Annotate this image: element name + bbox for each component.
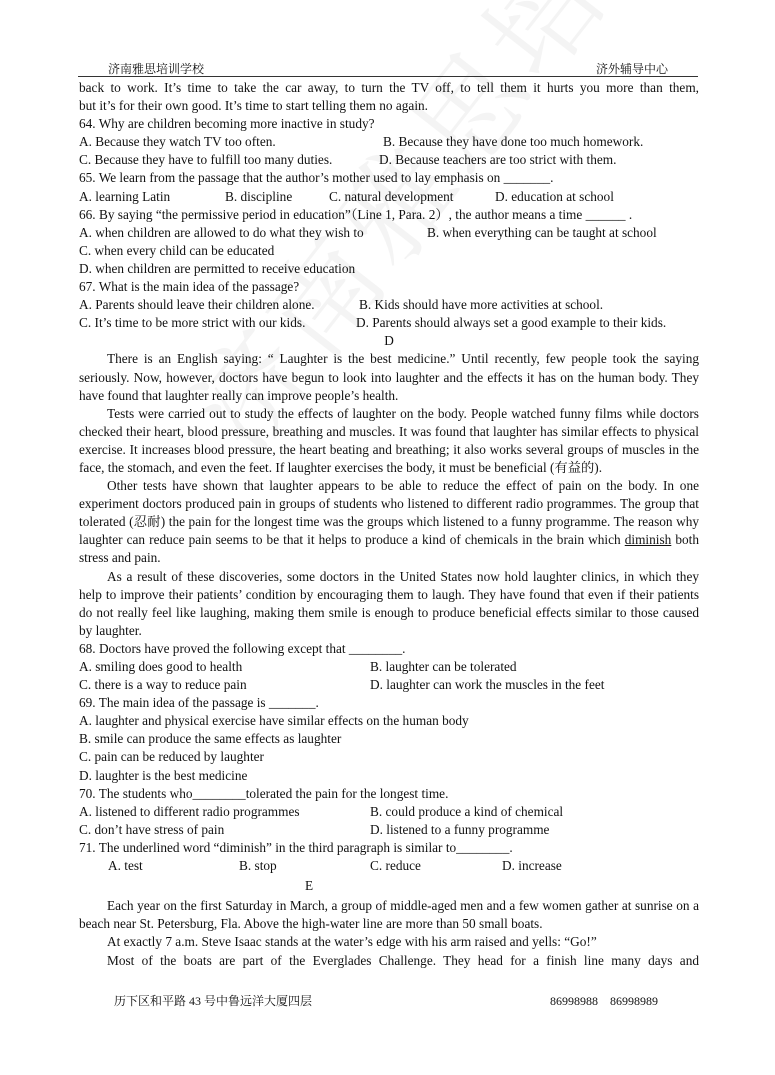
option-c: C. don’t have stress of pain xyxy=(79,821,225,837)
question-70-options-cd xyxy=(79,821,699,839)
header-center-name: 济外辅导中心 xyxy=(595,62,668,76)
question-69-option-d: D. laughter is the best medicine xyxy=(79,767,248,783)
page-content xyxy=(79,79,699,970)
option-b: B. Kids should have more activities at school. xyxy=(359,297,604,313)
header-divider xyxy=(78,76,698,77)
option-a: A. test xyxy=(108,858,143,874)
section-d-label: D xyxy=(384,333,394,349)
option-c: C. there is a way to reduce pain xyxy=(79,677,247,693)
question-66-option-c: C. when every child can be educated xyxy=(79,242,275,258)
section-e-label: E xyxy=(305,878,314,894)
question-69: 69. The main idea of the passage is _______. xyxy=(79,695,319,711)
section-d-paragraph-4: As a result of these discoveries, some doctors in the United States now hold laughter clinics, in which they help to improve their patients’ condition by encouraging them to laugh. They have found that even if their patients do not really feel like laughing, making them smile is enough to produce beneficial effects similar to those caused by laughter. xyxy=(79,568,699,638)
option-d: D. Parents should always set a good example to their kids. xyxy=(356,315,667,331)
question-67-options-ab xyxy=(79,296,699,314)
question-70: 70. The students who________tolerated the pain for the longest time. xyxy=(79,785,449,801)
option-c: C. It’s time to be more strict with our kids. xyxy=(79,315,306,331)
option-a: A. when children are allowed to do what they wish to xyxy=(79,224,364,240)
question-66: 66. By saying “the permissive period in education”（Line 1, Para. 2）, the author means a time ______ . xyxy=(79,206,633,222)
page-header xyxy=(78,58,698,76)
footer-phone-numbers: 86998988 86998989 xyxy=(549,994,658,1008)
question-65: 65. We learn from the passage that the author’s mother used to lay emphasis on _______. xyxy=(79,170,554,186)
footer-address: 历下区和平路 43 号中鲁远洋大厦四层 xyxy=(114,994,313,1008)
paragraph-3-text-after: both stress and pain. xyxy=(79,532,699,566)
option-b: B. laughter can be tolerated xyxy=(370,659,517,674)
section-e-paragraph-2: At exactly 7 a.m. Steve Isaac stands at the water’s edge with his arm raised and yells: “Go!” xyxy=(107,934,597,950)
header-school-name: 济南雅思培训学校 xyxy=(108,62,205,76)
option-b: B. when everything can be taught at school xyxy=(427,224,657,240)
option-d: D. laughter can work the muscles in the feet xyxy=(370,677,605,693)
question-68-options-ab xyxy=(79,658,699,676)
option-a: A. listened to different radio programmes xyxy=(79,803,300,819)
section-d-paragraph-3 xyxy=(79,477,699,567)
question-66-options-ab xyxy=(79,224,699,242)
question-68-options-cd xyxy=(79,676,699,694)
continuation-line-2: but it’s for their own good. It’s time to start telling them no again. xyxy=(79,98,428,114)
option-b: B. discipline xyxy=(225,188,293,204)
question-64: 64. Why are children becoming more inactive in study? xyxy=(79,116,375,132)
option-d: D. listened to a funny programme xyxy=(370,821,550,837)
option-d: D. Because teachers are too strict with them. xyxy=(379,152,617,168)
question-68: 68. Doctors have proved the following except that ________. xyxy=(79,640,406,656)
question-65-options xyxy=(79,188,699,206)
question-69-option-a: A. laughter and physical exercise have similar effects on the human body xyxy=(79,713,469,729)
paragraph-3-text-before: Other tests have shown that laughter appears to be able to reduce the effect of pain on the body. In one experiment doctors produced pain in groups of students who listened to different radio programmes. The group that tolerated (忍耐) the pain for the longest time was the groups which listened to a funny programme. The reason why laughter can reduce pain seems to be that it helps to produce a kind of chemicals in the brain which xyxy=(79,478,699,548)
question-71: 71. The underlined word “diminish” in the third paragraph is similar to________. xyxy=(79,839,513,855)
option-b: B. Because they have done too much homework. xyxy=(383,134,644,150)
option-c: C. reduce xyxy=(370,858,421,874)
underlined-word-diminish: diminish xyxy=(624,532,672,548)
option-d: D. education at school xyxy=(495,188,614,204)
option-c: C. Because they have to fulfill too many duties. xyxy=(79,152,333,168)
option-b: B. could produce a kind of chemical xyxy=(370,803,564,819)
question-70-options-ab xyxy=(79,803,699,821)
section-d-paragraph-1: There is an English saying: “ Laughter is the best medicine.” Until recently, few people took the saying seriously. Now, however, doctors have begun to look into laughter and the effects it has on the human body. They have found that laughter really can improve people’s health. xyxy=(79,351,699,403)
question-64-options-ab xyxy=(79,133,699,151)
option-d: D. increase xyxy=(502,858,562,874)
section-d-paragraph-2: Tests were carried out to study the effects of laughter on the body. People watched funny films while doctors checked their heart, blood pressure, breathing and muscles. It was found that laughter has similar effects to physical exercise. It increases blood pressure, the heart beating and breathing; it also works several groups of muscles in the face, the stomach, and even the feet. If laughter exercises the body, it must be beneficial (有益的). xyxy=(79,405,699,475)
question-69-option-b: B. smile can produce the same effects as laughter xyxy=(79,731,342,747)
option-a: A. Parents should leave their children alone. xyxy=(79,297,315,313)
question-64-options-cd xyxy=(79,151,699,169)
question-71-options xyxy=(79,857,699,875)
option-a: A. learning Latin xyxy=(79,188,171,204)
question-66-option-d: D. when children are permitted to receive education xyxy=(79,260,356,276)
option-c: C. natural development xyxy=(329,188,454,204)
question-67-options-cd xyxy=(79,314,699,332)
question-67: 67. What is the main idea of the passage? xyxy=(79,279,300,295)
section-e-paragraph-3: Most of the boats are part of the Everglades Challenge. They head for a finish line many days and xyxy=(107,952,699,968)
option-a: A. smiling does good to health xyxy=(79,659,243,674)
option-b: B. stop xyxy=(239,858,277,874)
option-a: A. Because they watch TV too often. xyxy=(79,134,276,150)
section-e-paragraph-1: Each year on the first Saturday in March, a group of middle-aged men and a few women gather at sunrise on a beach near St. Petersburg, Fla. Above the high-water line are more than 50 small boats. xyxy=(79,898,699,932)
continuation-line-1: back to work. It’s time to take the car away, to turn the TV off, to tell them it hurts you more than them, xyxy=(79,80,699,95)
question-69-option-c: C. pain can be reduced by laughter xyxy=(79,749,264,765)
